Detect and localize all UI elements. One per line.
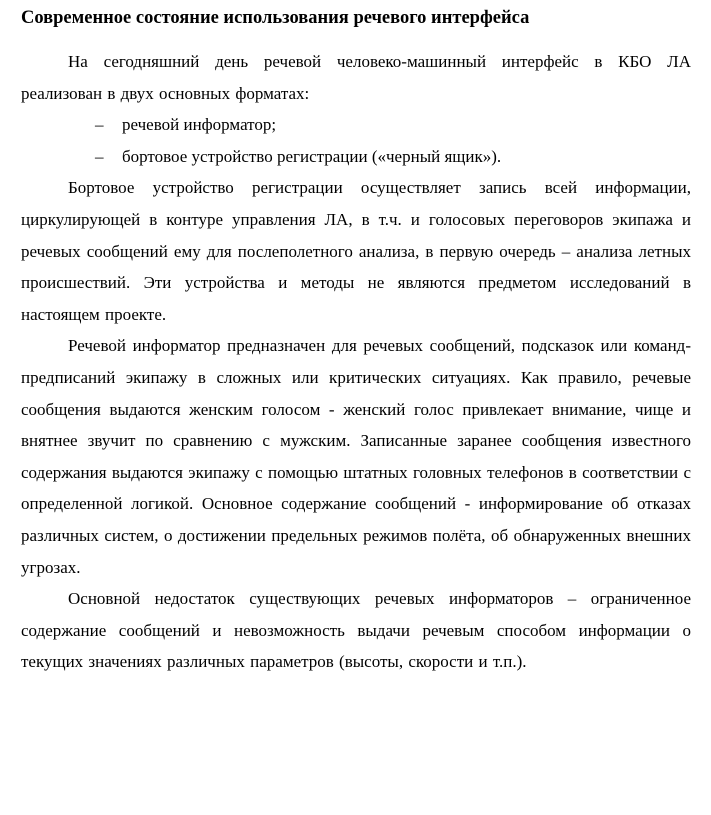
paragraph-voice-informer: Речевой информатор предназначен для речевых сообщений, подсказок или команд-предписаний экипажу в сложных или критических ситуациях. Как правило, речевые сообщения выдаются женским голосом - женский голос привлекает внимание, чище и внятнее звучит по сравнению с мужским. Записанные заранее сообщения известного содержания выдаются экипажу с помощью штатных головных телефонов в соответствии с определенной логикой. Основное содержание сообщений - информирование об отказах различных систем, о достижении предельных режимов полёта, об обнаруженных внешних угрозах.	[21, 336, 691, 577]
list-item	[95, 109, 691, 141]
paragraph-recorder: Бортовое устройство регистрации осуществляет запись всей информации, циркулирующей в контуре управления ЛА, в т.ч. и голосовых переговоров экипажа и речевых сообщений ему для послеполетного анализа, в первую очередь – анализа летных происшествий. Эти устройства и методы не являются предметом исследований в настоящем проекте.	[21, 178, 691, 324]
paragraph-intro: На сегодняшний день речевой человеко-машинный интерфейс в КБО ЛА реализован в двух основных форматах:	[21, 52, 691, 103]
document-title: Современное состояние использования речевого интерфейса	[21, 8, 530, 28]
dash-list	[21, 109, 691, 172]
dash-marker: –	[95, 146, 104, 166]
list-item	[95, 141, 691, 173]
paragraph-drawback: Основной недостаток существующих речевых информаторов – ограниченное содержание сообщений и невозможность выдачи речевым способом информации о текущих значениях различных параметров (высоты, скорости и т.п.).	[21, 589, 691, 672]
dash-marker: –	[95, 115, 104, 135]
list-item-text: бортовое устройство регистрации («черный ящик»).	[122, 146, 502, 166]
list-item-text: речевой информатор;	[122, 115, 277, 135]
